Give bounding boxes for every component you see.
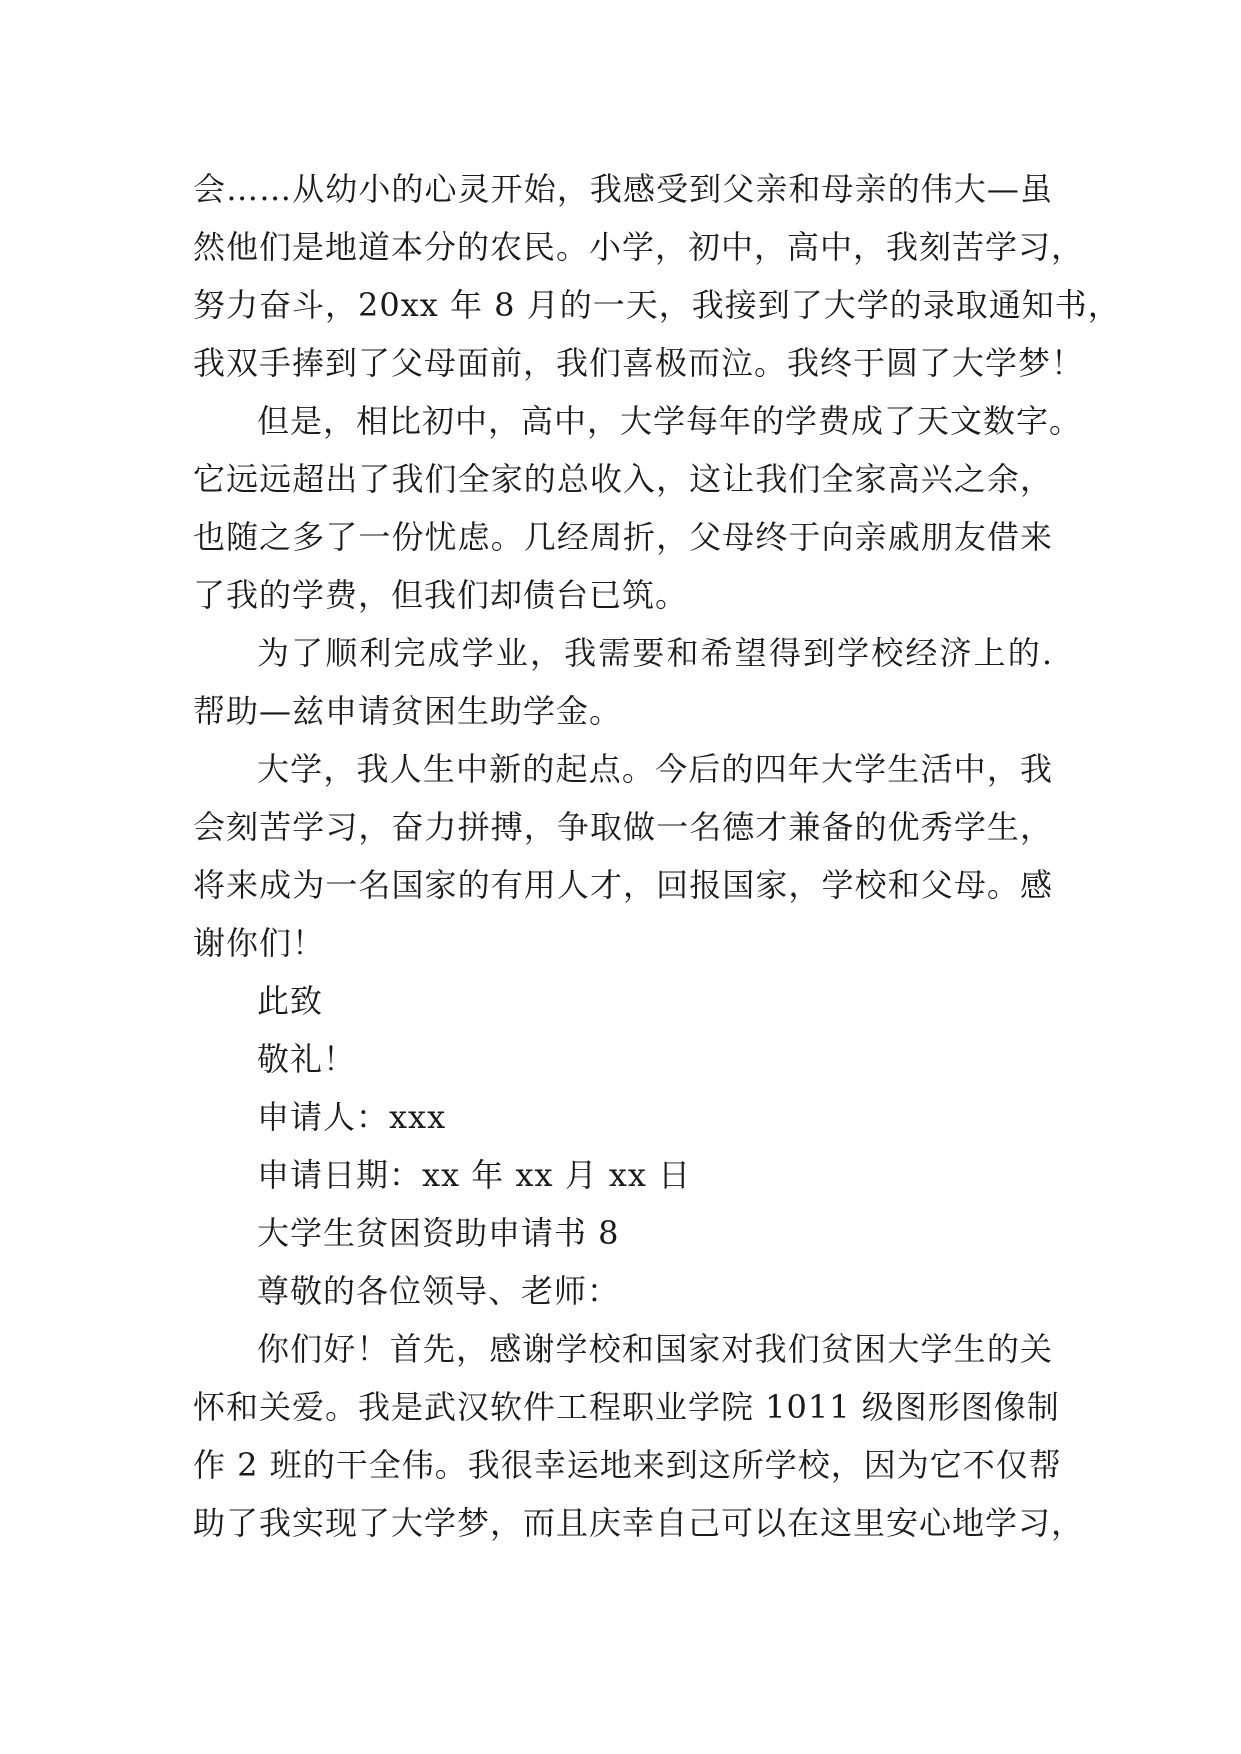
text-line: 怀和关爱。我是武汉软件工程职业学院 1011 级图形图像制: [193, 1388, 1060, 1426]
text-line: 作 2 班的干全伟。我很幸运地来到这所学校，因为它不仅帮: [193, 1446, 1062, 1484]
text-line: 然他们是地道本分的农民。小学，初中，高中，我刻苦学习，: [193, 228, 1085, 266]
text-line: 此致: [257, 982, 324, 1020]
text-line: 谢你们！: [193, 924, 326, 962]
text-line: 大学生贫困资助申请书 8: [257, 1214, 620, 1252]
text-line: 也随之多了一份忧虑。几经周折，父母终于向亲戚朋友借来: [193, 518, 1053, 556]
text-line: 了我的学费，但我们却债台已筑。: [193, 576, 689, 614]
text-line: 敬礼！: [257, 1040, 357, 1078]
document-body: [193, 160, 1121, 1552]
text-line: 大学，我人生中新的起点。今后的四年大学生活中，我: [257, 750, 1053, 788]
text-line: 申请日期：xx 年 xx 月 xx 日: [257, 1156, 692, 1194]
text-line: 但是，相比初中，高中，大学每年的学费成了天文数字。: [257, 402, 1083, 440]
text-line: 将来成为一名国家的有用人才，回报国家，学校和父母。感: [193, 866, 1053, 904]
text-line: 为了顺利完成学业，我需要和希望得到学校经济上的.: [257, 634, 1053, 672]
text-line: 帮助—兹申请贫困生助学金。: [193, 692, 623, 730]
text-line: 它远远超出了我们全家的总收入，这让我们全家高兴之余，: [193, 460, 1053, 498]
text-line: 会……从幼小的心灵开始，我感受到父亲和母亲的伟大—虽: [193, 170, 1053, 208]
text-line: 申请人：xxx: [257, 1098, 447, 1136]
text-line: 我双手捧到了父母面前，我们喜极而泣。我终于圆了大学梦！: [193, 344, 1085, 382]
text-line: 努力奋斗，20xx 年 8 月的一天，我接到了大学的录取通知书，: [193, 286, 1121, 324]
text-line: 你们好！首先，感谢学校和国家对我们贫困大学生的关: [257, 1330, 1053, 1368]
text-line: 会刻苦学习，奋力拼搏，争取做一名德才兼备的优秀学生，: [193, 808, 1053, 846]
text-line: 尊敬的各位领导、老师：: [257, 1272, 621, 1310]
text-line: 助了我实现了大学梦，而且庆幸自己可以在这里安心地学习，: [193, 1504, 1085, 1542]
